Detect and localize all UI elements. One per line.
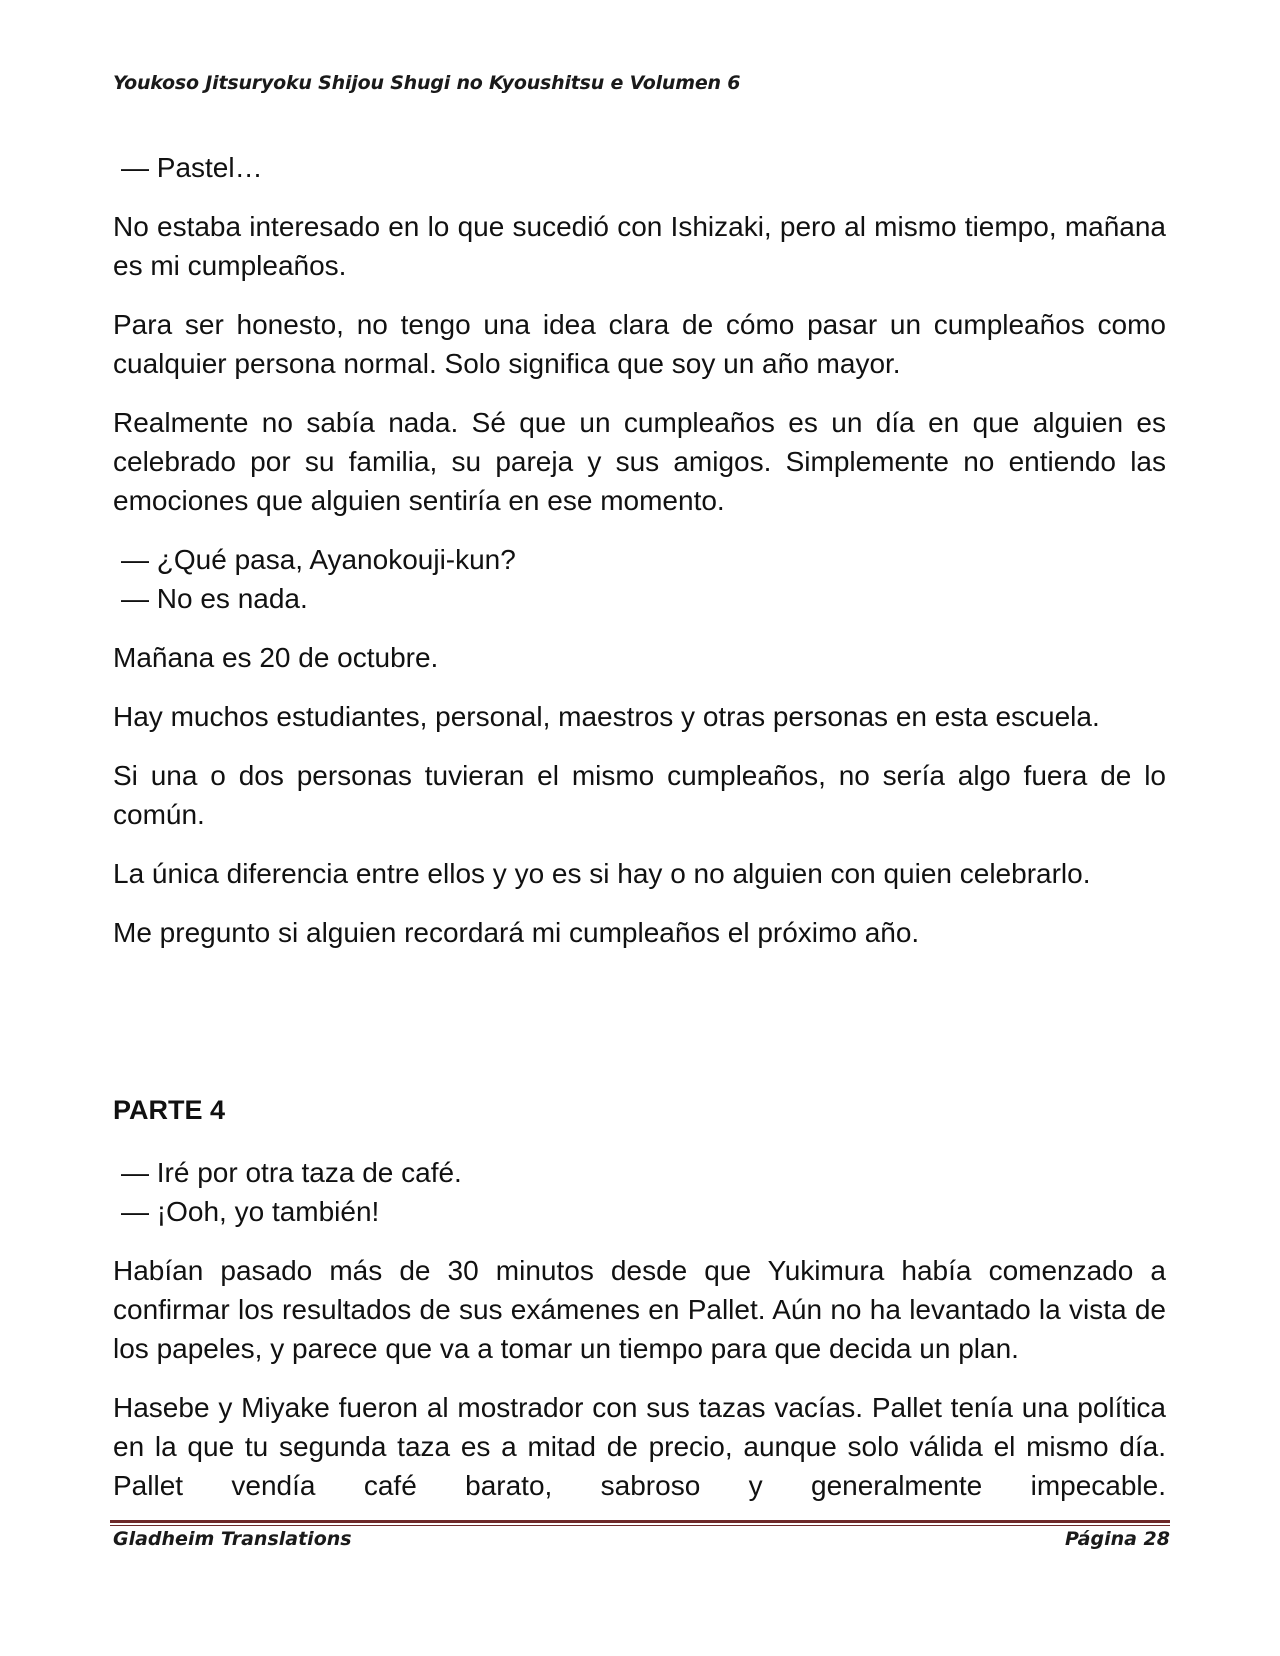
paragraph: Realmente no sabía nada. Sé que un cumpleaños es un día en que alguien es celebrado por su familia, su pareja y sus amigos. Simplemente no entiendo las emociones que alguien sentiría en ese momento.: [113, 407, 1166, 516]
dialogue-line: — ¿Qué pasa, Ayanokouji-kun?: [121, 544, 516, 575]
paragraph: Mañana es 20 de octubre.: [113, 642, 439, 673]
paragraph: No estaba interesado en lo que sucedió con Ishizaki, pero al mismo tiempo, mañana es mi cumpleaños.: [113, 211, 1166, 281]
paragraph: Para ser honesto, no tengo una idea clara de cómo pasar un cumpleaños como cualquier persona normal. Solo significa que soy un año mayor.: [113, 309, 1166, 379]
dialogue-line: — ¡Ooh, yo también!: [121, 1196, 380, 1227]
section-body: [113, 1153, 1166, 1525]
dialogue-line: — No es nada.: [121, 583, 308, 614]
section-heading: PARTE 4: [113, 1095, 226, 1125]
paragraph: Si una o dos personas tuvieran el mismo cumpleaños, no sería algo fuera de lo común.: [113, 760, 1166, 830]
paragraph: Habían pasado más de 30 minutos desde que Yukimura había comenzado a confirmar los resultados de sus exámenes en Pallet. Aún no ha levantado la vista de los papeles, y parece que va a tomar un tiempo para que decida un plan.: [113, 1255, 1166, 1364]
paragraph: La única diferencia entre ellos y yo es si hay o no alguien con quien celebrarlo.: [113, 858, 1091, 889]
footer-credit: Gladheim Translations: [113, 1528, 352, 1550]
paragraph: Hay muchos estudiantes, personal, maestros y otras personas en esta escuela.: [113, 701, 1100, 732]
page-header-title: Youkoso Jitsuryoku Shijou Shugi no Kyoushitsu e Volumen 6: [113, 72, 741, 94]
footer-divider: [110, 1520, 1170, 1526]
dialogue-block: [113, 540, 1166, 618]
dialogue-line: — Pastel…: [121, 152, 263, 183]
dialogue-line: — Iré por otra taza de café.: [121, 1157, 462, 1188]
dialogue-block: [113, 148, 1166, 187]
page-number: Página 28: [1064, 1528, 1170, 1550]
paragraph: Me pregunto si alguien recordará mi cumpleaños el próximo año.: [113, 917, 920, 948]
page-body: [113, 148, 1166, 972]
paragraph: Hasebe y Miyake fueron al mostrador con sus tazas vacías. Pallet tenía una política en la que tu segunda taza es a mitad de precio, aunque solo válida el mismo día. Pallet vendía café barato, sabroso y generalmente impecable.: [113, 1392, 1166, 1501]
dialogue-block: [113, 1153, 1166, 1231]
